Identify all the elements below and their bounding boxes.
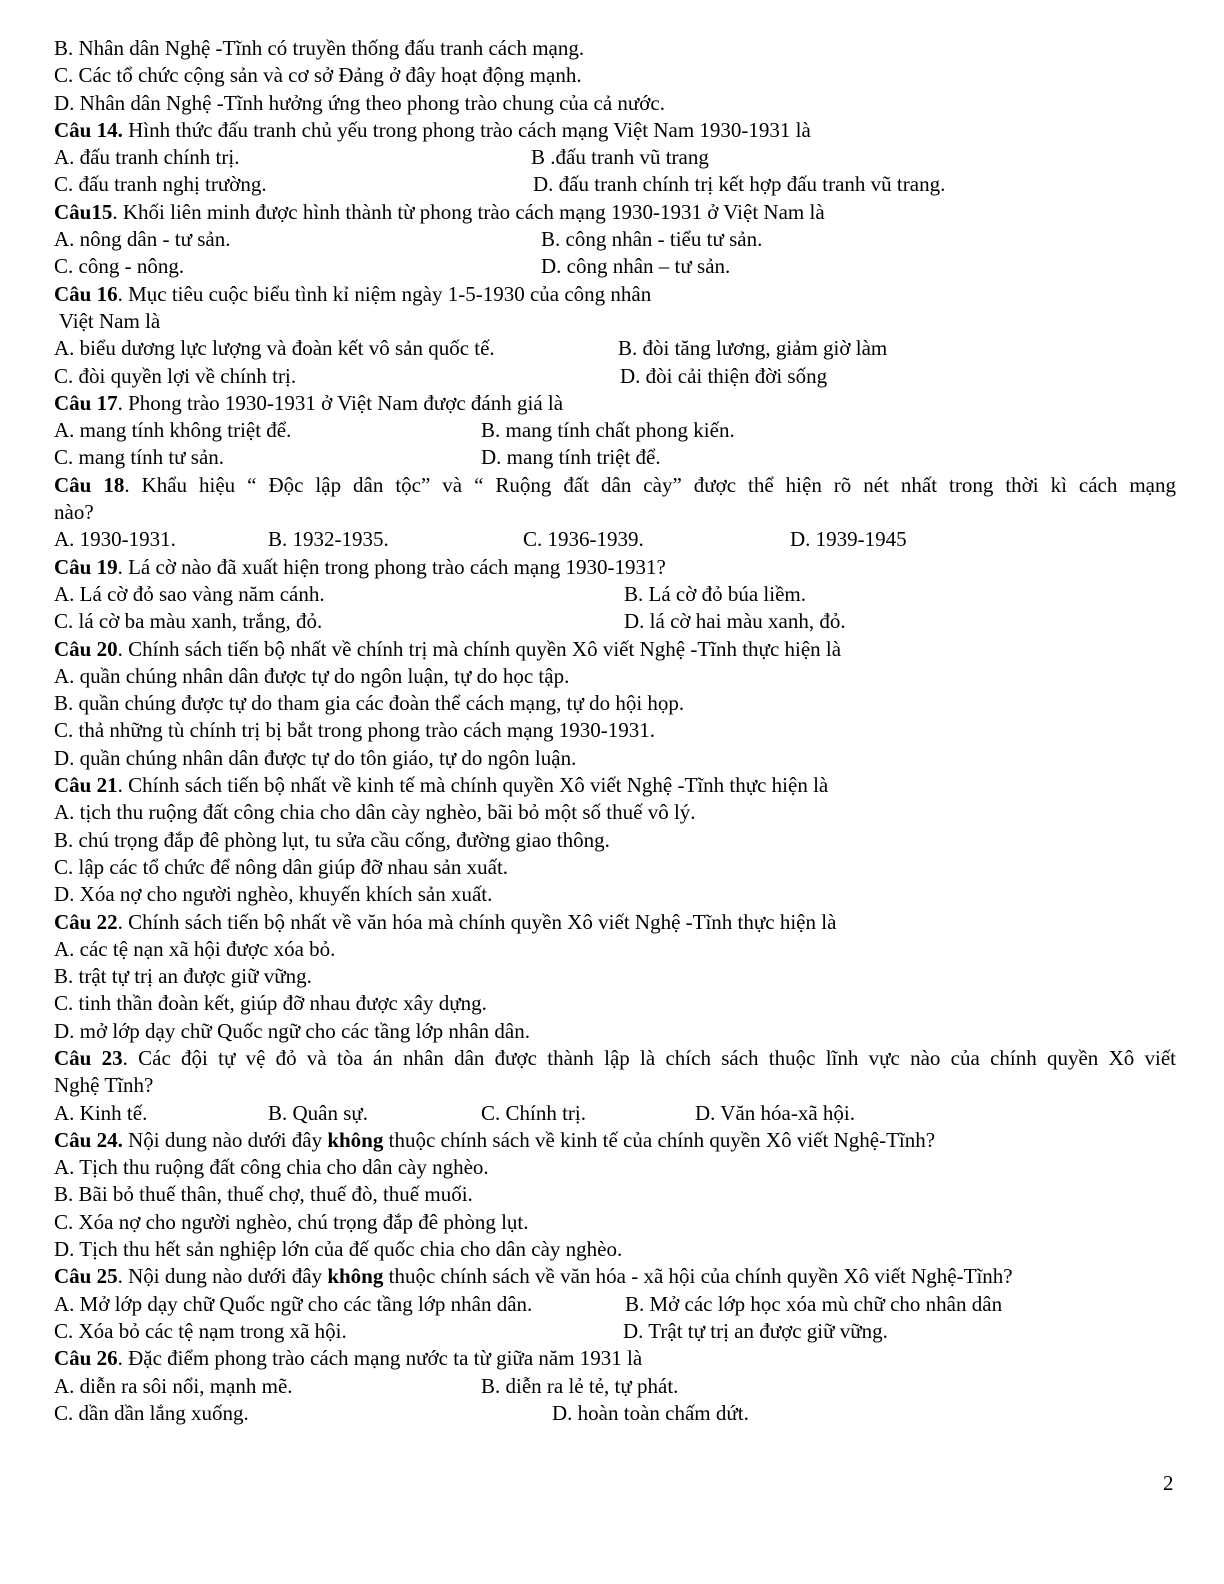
- question-18: [54, 472, 1176, 499]
- option-c: C. đấu tranh nghị trường.: [54, 172, 267, 197]
- option-row: [54, 144, 1176, 171]
- emphasis-negation: không: [327, 1264, 384, 1289]
- question-number: Câu15: [54, 199, 113, 224]
- option-a: A. Tịch thu ruộng đất công chia cho dân cày nghèo.: [54, 1155, 489, 1180]
- option-a: A. Lá cờ đỏ sao vàng năm cánh.: [54, 581, 325, 606]
- question-number: Câu 14.: [54, 117, 123, 142]
- question-number: Câu 24.: [54, 1127, 123, 1152]
- question-number: Câu 22: [54, 909, 118, 934]
- option-row: [54, 253, 1176, 280]
- option-c: C. Xóa bỏ các tệ nạm trong xã hội.: [54, 1318, 347, 1343]
- question-text-end: thuộc chính sách về văn hóa - xã hội của chính quyền Xô viết Nghệ-Tĩnh?: [383, 1264, 1013, 1289]
- question-25: [54, 1263, 1176, 1290]
- option-row: [54, 1100, 1176, 1127]
- question-19: [54, 554, 1176, 581]
- option-c: C. lập các tổ chức để nông dân giúp đỡ nhau sản xuất.: [54, 854, 509, 879]
- option-b: B. chú trọng đắp đê phòng lụt, tu sửa cầu cống, đường giao thông.: [54, 827, 610, 852]
- option-d: D. hoàn toàn chấm dứt.: [552, 1400, 749, 1425]
- question-text: . Nội dung nào dưới đây: [117, 1264, 328, 1289]
- question-14: [54, 117, 1176, 144]
- question-text: . Các đội tự vệ đỏ và tòa án nhân dân được thành lập là chích sách thuộc lĩnh vực nào của chính quyền Xô viết: [122, 1045, 1176, 1070]
- option-b: B. Lá cờ đỏ búa liềm.: [624, 581, 806, 606]
- question-text: . Chính sách tiến bộ nhất về văn hóa mà chính quyền Xô viết Nghệ -Tĩnh thực hiện là: [117, 909, 837, 934]
- option-b: B. quần chúng được tự do tham gia các đoàn thể cách mạng, tự do hội họp.: [54, 691, 685, 716]
- question-number: Câu 20: [54, 636, 118, 661]
- option-c: C. mang tính tư sản.: [54, 445, 225, 470]
- option-c: C. lá cờ ba màu xanh, trắng, đỏ.: [54, 609, 323, 634]
- page-number: 2: [1163, 1471, 1174, 1495]
- question-23: [54, 1045, 1176, 1072]
- option-d: D. mở lớp dạy chữ Quốc ngữ cho các tầng lớp nhân dân.: [54, 1018, 530, 1043]
- option-d: D. Xóa nợ cho người nghèo, khuyến khích sản xuất.: [54, 882, 493, 907]
- option-d: D. đòi cải thiện đời sống: [620, 363, 828, 388]
- option-b: B. Quân sự.: [268, 1100, 369, 1125]
- option-row: [54, 608, 1176, 635]
- question-text: . Phong trào 1930-1931 ở Việt Nam được đánh giá là: [117, 390, 564, 415]
- question-text: . Khối liên minh được hình thành từ phong trào cách mạng 1930-1931 ở Việt Nam là: [112, 199, 825, 224]
- option-a: A. tịch thu ruộng đất công chia cho dân cày nghèo, bãi bỏ một số thuế vô lý.: [54, 800, 696, 825]
- question-17: [54, 390, 1176, 417]
- option-c: C. thả những tù chính trị bị bắt trong phong trào cách mạng 1930-1931.: [54, 718, 656, 743]
- option-b: B. Bãi bỏ thuế thân, thuế chợ, thuế đò, thuế muối.: [54, 1182, 473, 1207]
- question-text: . Lá cờ nào đã xuất hiện trong phong trào cách mạng 1930-1931?: [117, 554, 666, 579]
- option-a: A. Mở lớp dạy chữ Quốc ngữ cho các tầng lớp nhân dân.: [54, 1291, 533, 1316]
- option-b: B .đấu tranh vũ trang: [531, 145, 709, 170]
- option-a: A. quần chúng nhân dân được tự do ngôn luận, tự do học tập.: [54, 663, 570, 688]
- question-15: [54, 199, 1176, 226]
- option-a: A. nông dân - tư sản.: [54, 227, 231, 252]
- answer-option: B. Nhân dân Nghệ -Tĩnh có truyền thống đấu tranh cách mạng.: [54, 36, 585, 60]
- option-d: D. Văn hóa-xã hội.: [695, 1100, 855, 1125]
- option-row: [54, 1400, 1176, 1427]
- option-a: A. mang tính không triệt để.: [54, 418, 292, 443]
- question-number: Câu 19: [54, 554, 118, 579]
- option-a: A. các tệ nạn xã hội được xóa bỏ.: [54, 936, 336, 961]
- question-number: Câu 21: [54, 773, 118, 798]
- option-b: B. công nhân - tiểu tư sản.: [541, 227, 763, 252]
- option-a: A. Kinh tế.: [54, 1100, 148, 1125]
- question-text: . Mục tiêu cuộc biểu tình kỉ niệm ngày 1-5-1930 của công nhân: [117, 281, 652, 306]
- document-page: [54, 35, 1176, 1427]
- question-text: Nội dung nào dưới đây: [122, 1127, 328, 1152]
- question-24: [54, 1127, 1176, 1154]
- option-d: D. mang tính triệt để.: [481, 445, 661, 470]
- option-b: B. 1932-1935.: [268, 527, 389, 552]
- option-row: [54, 526, 1176, 553]
- question-text: . Chính sách tiến bộ nhất về kinh tế mà chính quyền Xô viết Nghệ -Tĩnh thực hiện là: [117, 773, 829, 798]
- question-number: Câu 17: [54, 390, 118, 415]
- option-b: B. mang tính chất phong kiến.: [481, 418, 735, 443]
- option-row: [54, 171, 1176, 198]
- option-c: C. Chính trị.: [481, 1100, 587, 1125]
- option-c: C. tinh thần đoàn kết, giúp đỡ nhau được xây dựng.: [54, 991, 487, 1016]
- option-row: [54, 581, 1176, 608]
- option-a: A. đấu tranh chính trị.: [54, 145, 240, 170]
- question-text: . Đặc điểm phong trào cách mạng nước ta từ giữa năm 1931 là: [117, 1346, 643, 1371]
- option-c: C. Xóa nợ cho người nghèo, chú trọng đắp đê phòng lụt.: [54, 1209, 529, 1234]
- question-text: . Chính sách tiến bộ nhất về chính trị mà chính quyền Xô viết Nghệ -Tĩnh thực hiện là: [117, 636, 842, 661]
- option-b: B. Mở các lớp học xóa mù chữ cho nhân dân: [625, 1291, 1003, 1316]
- option-c: C. dần dần lắng xuống.: [54, 1400, 249, 1425]
- question-20: [54, 636, 1176, 663]
- option-b: B. đòi tăng lương, giảm giờ làm: [618, 336, 888, 361]
- option-b: B. diễn ra lẻ tẻ, tự phát.: [481, 1373, 679, 1398]
- option-row: [54, 226, 1176, 253]
- question-26: [54, 1345, 1176, 1372]
- option-d: D. công nhân – tư sản.: [541, 254, 731, 279]
- question-text-continued: nào?: [54, 500, 94, 525]
- question-16: [54, 281, 1176, 308]
- emphasis-negation: không: [327, 1127, 384, 1152]
- question-number: Câu 26: [54, 1346, 118, 1371]
- option-row: [54, 417, 1176, 444]
- question-number: Câu 16: [54, 281, 118, 306]
- option-row: [54, 1373, 1176, 1400]
- option-c: C. công - nông.: [54, 254, 185, 279]
- option-d: D. quần chúng nhân dân được tự do tôn giáo, tự do ngôn luận.: [54, 745, 577, 770]
- option-d: D. Trật tự trị an được giữ vững.: [623, 1318, 888, 1343]
- option-c: C. đòi quyền lợi về chính trị.: [54, 363, 297, 388]
- option-d: D. lá cờ hai màu xanh, đỏ.: [624, 609, 846, 634]
- answer-option: D. Nhân dân Nghệ -Tĩnh hưởng ứng theo phong trào chung của cả nước.: [54, 90, 665, 115]
- question-number: Câu 25: [54, 1264, 118, 1289]
- question-22: [54, 909, 1176, 936]
- option-d: D. Tịch thu hết sản nghiệp lớn của đế quốc chia cho dân cày nghèo.: [54, 1237, 623, 1262]
- question-text: Hình thức đấu tranh chủ yếu trong phong trào cách mạng Việt Nam 1930-1931 là: [122, 117, 811, 142]
- option-d: D. đấu tranh chính trị kết hợp đấu tranh vũ trang.: [533, 172, 946, 197]
- option-a: A. diễn ra sôi nổi, mạnh mẽ.: [54, 1373, 293, 1398]
- option-d: D. 1939-1945: [790, 527, 907, 552]
- option-row: [54, 444, 1176, 471]
- option-b: B. trật tự trị an được giữ vững.: [54, 964, 312, 989]
- answer-option: C. Các tổ chức cộng sản và cơ sở Đảng ở đây hoạt động mạnh.: [54, 63, 582, 88]
- option-a: A. biểu dương lực lượng và đoàn kết vô sản quốc tế.: [54, 336, 495, 361]
- option-row: [54, 363, 1176, 390]
- option-row: [54, 335, 1176, 362]
- question-text-continued: Nghệ Tĩnh?: [54, 1073, 154, 1098]
- option-row: [54, 1291, 1176, 1318]
- question-number: Câu 18: [54, 472, 125, 497]
- option-c: C. 1936-1939.: [523, 527, 644, 552]
- question-number: Câu 23: [54, 1045, 123, 1070]
- question-text-continued: Việt Nam là: [54, 308, 161, 333]
- option-row: [54, 1318, 1176, 1345]
- option-a: A. 1930-1931.: [54, 527, 176, 552]
- question-text-end: thuộc chính sách về kinh tế của chính quyền Xô viết Nghệ-Tĩnh?: [383, 1127, 936, 1152]
- question-text: . Khẩu hiệu “ Độc lập dân tộc” và “ Ruộng đất dân cày” được thể hiện rõ nét nhất trong thời kì cách mạng: [124, 472, 1176, 497]
- question-21: [54, 772, 1176, 799]
